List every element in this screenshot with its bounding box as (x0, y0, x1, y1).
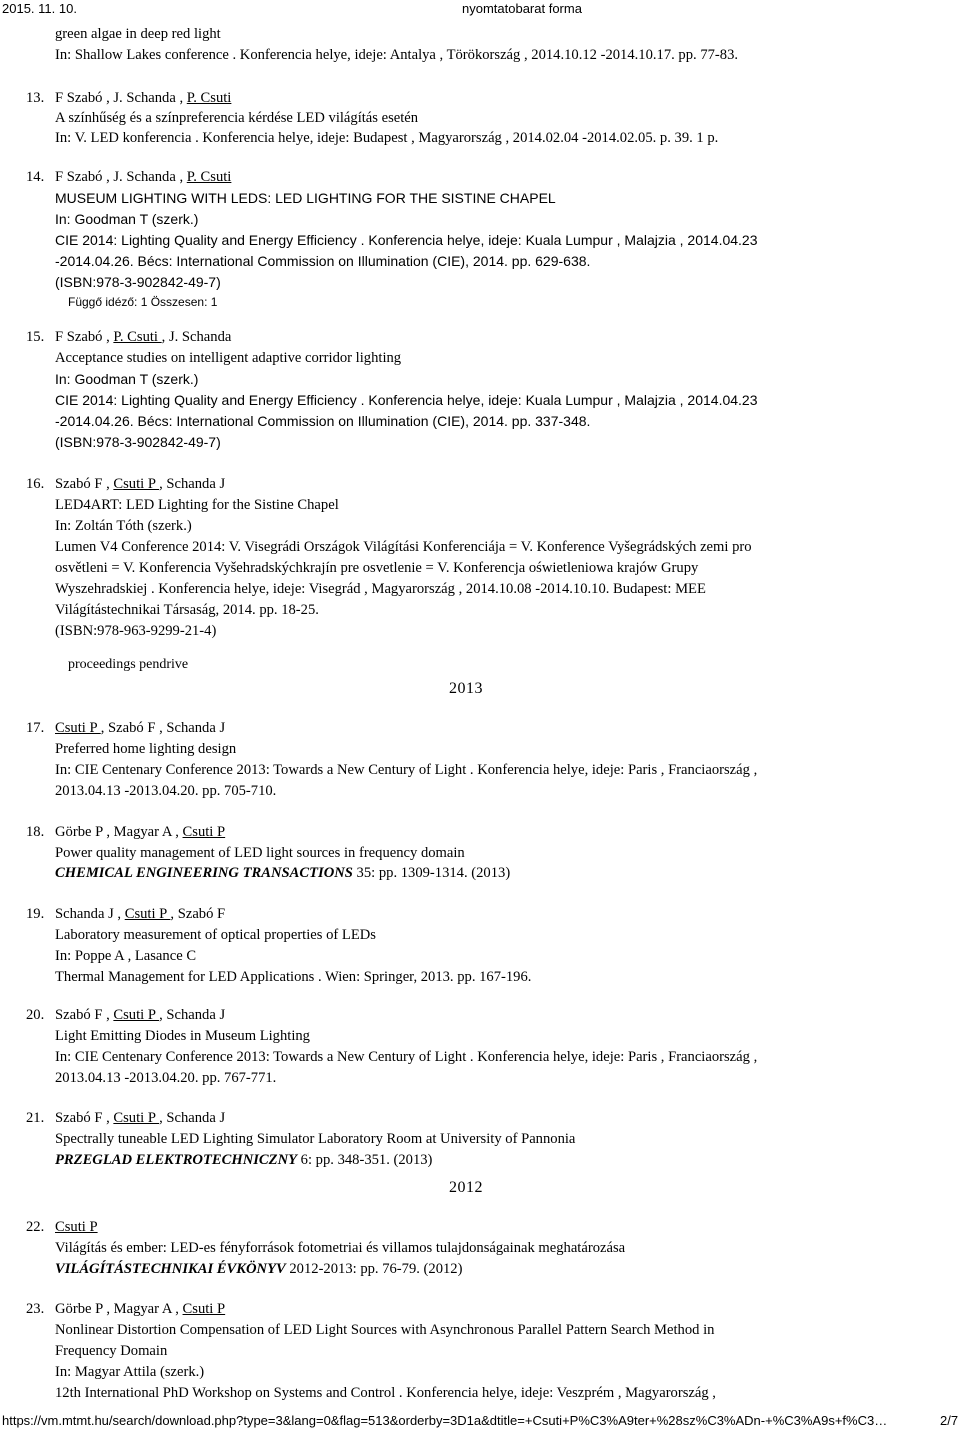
author-link[interactable]: Csuti P (182, 1301, 226, 1317)
entry-number: 17. (26, 720, 45, 736)
author-link[interactable]: P. Csuti (186, 90, 232, 106)
entry-number: 20. (26, 1007, 45, 1023)
author-text: F Szabó , J. Schanda , (55, 169, 187, 185)
entry-number: 21. (26, 1110, 45, 1126)
entry-title: LED4ART: LED Lighting for the Sistine Chapel (55, 497, 339, 513)
entry-title: Nonlinear Distortion Compensation of LED Light Sources with Asynchronous Parallel Pattern Search Method in (55, 1322, 715, 1338)
journal-details: 35: pp. 1309-1314. (2013) (352, 865, 511, 881)
author-link[interactable]: Csuti P (182, 824, 226, 840)
journal-details: 6: pp. 348-351. (2013) (297, 1152, 433, 1168)
entry-source: In: Shallow Lakes conference . Konferencia helye, ideje: Antalya , Törökország , 2014.10.12 -2014.10.17. pp. 77-83. (55, 47, 739, 63)
author-text: , J. Schanda (161, 329, 232, 345)
author-link[interactable]: Csuti P (113, 1110, 160, 1126)
entry-source: 2013.04.13 -2013.04.20. pp. 767-771. (55, 1070, 277, 1086)
author-text: , Szabó F (170, 906, 226, 922)
entry-source: In: CIE Centenary Conference 2013: Towards a New Century of Light . Konferencia helye, ideje: Paris , Franciaország , (55, 1049, 758, 1065)
entry-title: MUSEUM LIGHTING WITH LEDS: LED LIGHTING FOR THE SISTINE CHAPEL (55, 190, 556, 206)
entry-authors (55, 822, 225, 842)
entry-book: Thermal Management for LED Applications . Wien: Springer, 2013. pp. 167-196. (55, 969, 532, 985)
entry-authors (55, 88, 231, 108)
author-link[interactable]: Csuti P (55, 1219, 98, 1235)
entry-source: In: CIE Centenary Conference 2013: Towards a New Century of Light . Konferencia helye, ideje: Paris , Franciaország , (55, 762, 758, 778)
entry-title: Világítás és ember: LED-es fényforrások fotometriai és villamos tulajdonságainak meghatározása (55, 1240, 626, 1256)
author-link[interactable]: P. Csuti (186, 169, 232, 185)
entry-conference: osvětleni = V. Konferencia Vyšehradskýchkrajín pre osvetlenie = V. Konferencja oświetleniowa krajów Grupy (55, 560, 699, 576)
entry-number: 16. (26, 476, 45, 492)
entry-conference: -2014.04.26. Bécs: International Commission on Illumination (CIE), 2014. pp. 629-638. (55, 253, 591, 269)
author-text: F Szabó , (55, 329, 114, 345)
entry-journal (55, 1259, 462, 1279)
entry-conference: Világítástechnikai Társaság, 2014. pp. 18-25. (55, 602, 319, 618)
entry-conference: CIE 2014: Lighting Quality and Energy Efficiency . Konferencia helye, ideje: Kuala Lumpur , Malajzia , 2014.04.23 (55, 232, 758, 248)
entry-editor: In: Magyar Attila (szerk.) (55, 1364, 205, 1380)
author-link[interactable]: Csuti P (55, 720, 101, 736)
entry-isbn: (ISBN:978-3-902842-49-7) (55, 274, 221, 290)
entry-authors (55, 1299, 225, 1319)
author-link[interactable]: P. Csuti (113, 329, 162, 345)
entry-authors (55, 474, 225, 494)
author-link[interactable]: Csuti P (124, 906, 171, 922)
entry-conference: 12th International PhD Workshop on Systems and Control . Konferencia helye, ideje: Veszprém , Magyarország , (55, 1385, 716, 1401)
entry-title: Power quality management of LED light sources in frequency domain (55, 845, 465, 861)
entry-isbn: (ISBN:978-963-9299-21-4) (55, 623, 217, 639)
journal-name: CHEMICAL ENGINEERING TRANSACTIONS (55, 865, 353, 881)
entry-source: 2013.04.13 -2013.04.20. pp. 705-710. (55, 783, 277, 799)
journal-name: PRZEGLAD ELEKTROTECHNICZNY (55, 1152, 298, 1168)
entry-title: A színhűség és a színpreferencia kérdése LED világítás esetén (55, 110, 419, 126)
entry-editor: In: Poppe A , Lasance C (55, 948, 197, 964)
entry-note: proceedings pendrive (68, 657, 189, 672)
entry-title: Acceptance studies on intelligent adaptive corridor lighting (55, 350, 402, 366)
author-text: , Szabó F , Schanda J (100, 720, 226, 736)
entry-title: Preferred home lighting design (55, 741, 237, 757)
entry-number: 19. (26, 906, 45, 922)
author-text: F Szabó , J. Schanda , (55, 90, 187, 106)
entry-isbn: (ISBN:978-3-902842-49-7) (55, 434, 221, 450)
author-text: Görbe P , Magyar A , (55, 824, 183, 840)
entry-number: 23. (26, 1301, 45, 1317)
author-text: , Schanda J (159, 1110, 226, 1126)
entry-number: 13. (26, 90, 45, 106)
entry-source: In: V. LED konferencia . Konferencia helye, ideje: Budapest , Magyarország , 2014.02.04 -2014.02.05. p. 39. 1 p. (55, 130, 719, 146)
author-text: , Schanda J (159, 1007, 226, 1023)
journal-details: 2012-2013: pp. 76-79. (2012) (285, 1261, 463, 1277)
entry-conference: Lumen V4 Conference 2014: V. Visegrádi Országok Világítási Konferenciája = V. Konference Vyšegrádských zemi pro (55, 539, 752, 555)
entry-editor: In: Zoltán Tóth (szerk.) (55, 518, 192, 534)
entry-number: 14. (26, 169, 45, 185)
entry-editor: In: Goodman T (szerk.) (55, 211, 199, 227)
year-heading: 2012 (449, 1179, 483, 1196)
entry-number: 22. (26, 1219, 45, 1235)
entry-authors (55, 718, 225, 738)
entry-authors (55, 904, 225, 924)
year-heading: 2013 (449, 680, 483, 697)
author-link[interactable]: Csuti P (113, 1007, 160, 1023)
entry-number: 18. (26, 824, 45, 840)
author-text: Szabó F , (55, 1007, 114, 1023)
author-text: Görbe P , Magyar A , (55, 1301, 183, 1317)
footer-url: https://vm.mtmt.hu/search/download.php?type=3&lang=0&flag=513&orderby=3D1a&dtitle=+Csuti+P%C3%A9ter+%28sz%C3%ADn-+%C3%A9s+f%C3… (2, 1413, 888, 1428)
entry-authors (55, 327, 231, 347)
author-link[interactable]: Csuti P (113, 476, 160, 492)
entry-journal (55, 1150, 432, 1170)
entry-authors (55, 1108, 225, 1128)
entry-title: Frequency Domain (55, 1343, 168, 1359)
page-title: nyomtatobarat forma (462, 1, 582, 16)
entry-editor: In: Goodman T (szerk.) (55, 371, 199, 387)
entry-title: Light Emitting Diodes in Museum Lighting (55, 1028, 310, 1044)
citation-count: Függő idéző: 1 Összesen: 1 (68, 295, 218, 309)
entry-title: green algae in deep red light (55, 26, 221, 42)
entry-conference: Wyszehradskiej . Konferencia helye, ideje: Visegrád , Magyarország , 2014.10.08 -2014.10.10. Budapest: MEE (55, 581, 706, 597)
print-date: 2015. 11. 10. (2, 1, 77, 16)
author-text: Schanda J , (55, 906, 125, 922)
entry-authors (55, 1217, 98, 1237)
author-text: Szabó F , (55, 476, 114, 492)
entry-title: Spectrally tuneable LED Lighting Simulator Laboratory Room at University of Pannonia (55, 1131, 576, 1147)
journal-name: VILÁGÍTÁSTECHNIKAI ÉVKÖNYV (55, 1261, 286, 1277)
entry-conference: -2014.04.26. Bécs: International Commission on Illumination (CIE), 2014. pp. 337-348. (55, 413, 591, 429)
page-number: 2/7 (940, 1413, 959, 1428)
entry-number: 15. (26, 329, 45, 345)
author-text: Szabó F , (55, 1110, 114, 1126)
entry-authors (55, 167, 231, 187)
entry-authors (55, 1005, 225, 1025)
entry-journal (55, 863, 510, 883)
entry-conference: CIE 2014: Lighting Quality and Energy Efficiency . Konferencia helye, ideje: Kuala Lumpur , Malajzia , 2014.04.23 (55, 392, 758, 408)
entry-title: Laboratory measurement of optical properties of LEDs (55, 927, 376, 943)
author-text: , Schanda J (159, 476, 226, 492)
